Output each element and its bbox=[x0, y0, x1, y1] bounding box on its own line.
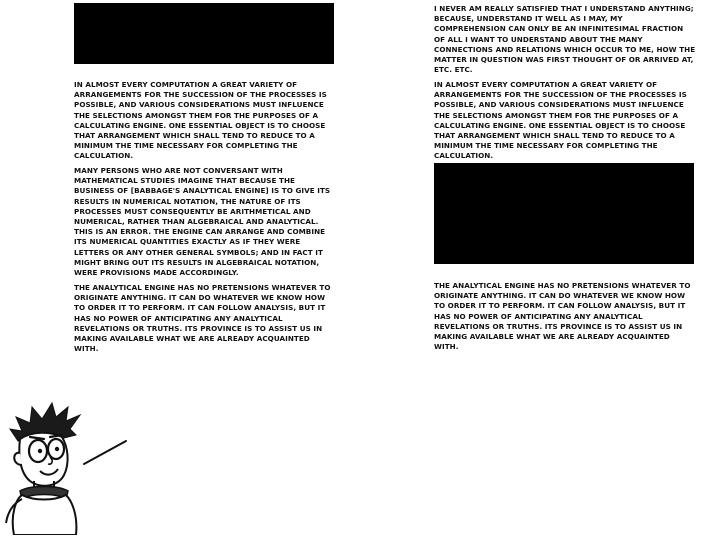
left-paragraph-3: THE ANALYTICAL ENGINE HAS NO PRETENSIONS WHATEVER TO ORIGINATE ANYTHING. IT CAN DO WHATEVER WE KNOW HOW TO ORDER IT TO PERFORM. IT CAN FOLLOW ANALYSIS, BUT IT HAS NO POWER OF ANTICIPATING ANY ANALYTICAL REVELATIONS OR TRUTHS. ITS PROVINCE IS TO ASSIST US IN MAKING AVAILABLE WHAT WE ARE ALREADY ACQUAINTED WITH. bbox=[74, 283, 331, 354]
redacted-box-right bbox=[434, 163, 694, 264]
left-paragraph-1: IN ALMOST EVERY COMPUTATION A GREAT VARIETY OF ARRANGEMENTS FOR THE SUCCESSION OF THE PROCESSES IS POSSIBLE, AND VARIOUS CONSIDERATIONS MUST INFLUENCE THE SELECTIONS AMONGST THEM FOR THE PURPOSES OF A CALCULATING ENGINE. ONE ESSENTIAL OBJECT IS TO CHOOSE THAT ARRANGEMENT WHICH SHALL TEND TO REDUCE TO A MINIMUM THE TIME NECESSARY FOR COMPLETING THE CALCULATION. bbox=[74, 80, 327, 161]
right-paragraph-2: IN ALMOST EVERY COMPUTATION A GREAT VARIETY OF ARRANGEMENTS FOR THE SUCCESSION OF THE PROCESSES IS POSSIBLE, AND VARIOUS CONSIDERATIONS MUST INFLUENCE THE SELECTIONS AMONGST THEM FOR THE PURPOSES OF A CALCULATING ENGINE. ONE ESSENTIAL OBJECT IS TO CHOOSE THAT ARRANGEMENT WHICH SHALL TEND TO REDUCE TO A MINIMUM THE TIME NECESSARY FOR COMPLETING THE CALCULATION. bbox=[434, 80, 687, 161]
cartoon-boy-with-glasses-icon bbox=[0, 395, 135, 535]
left-paragraph-2: MANY PERSONS WHO ARE NOT CONVERSANT WITH MATHEMATICAL STUDIES IMAGINE THAT BECAUSE THE BUSINESS OF [BABBAGE'S ANALYTICAL ENGINE] IS TO GIVE ITS RESULTS IN NUMERICAL NOTATION, THE NATURE OF ITS PROCESSES MUST CONSEQUENTLY BE ARITHMETICAL AND NUMERICAL, RATHER THAN ALGEBRAICAL AND ANALYTICAL. THIS IS AN ERROR. THE ENGINE CAN ARRANGE AND COMBINE ITS NUMERICAL QUANTITIES EXACTLY AS IF THEY WERE LETTERS OR ANY OTHER GENERAL SYMBOLS; AND IN FACT IT MIGHT BRING OUT ITS RESULTS IN ALGEBRAICAL NOTATION, WERE PROVISIONS MADE ACCORDINGLY. bbox=[74, 166, 331, 278]
right-paragraph-3: THE ANALYTICAL ENGINE HAS NO PRETENSIONS WHATEVER TO ORIGINATE ANYTHING. IT CAN DO WHATEVER WE KNOW HOW TO ORDER IT TO PERFORM. IT CAN FOLLOW ANALYSIS, BUT IT HAS NO POWER OF ANTICIPATING ANY ANALYTICAL REVELATIONS OR TRUTHS. ITS PROVINCE IS TO ASSIST US IN MAKING AVAILABLE WHAT WE ARE ALREADY ACQUAINTED WITH. bbox=[434, 281, 691, 352]
right-paragraph-1: I NEVER AM REALLY SATISFIED THAT I UNDERSTAND ANYTHING; BECAUSE, UNDERSTAND IT WELL AS I MAY, MY COMPREHENSION CAN ONLY BE AN INFINITESIMAL FRACTION OF ALL I WANT TO UNDERSTAND ABOUT THE MANY CONNECTIONS AND RELATIONS WHICH OCCUR TO ME, HOW THE MATTER IN QUESTION WAS FIRST THOUGHT OF OR ARRIVED AT, ETC. ETC. bbox=[434, 4, 696, 75]
redacted-box-top-left bbox=[74, 3, 334, 64]
